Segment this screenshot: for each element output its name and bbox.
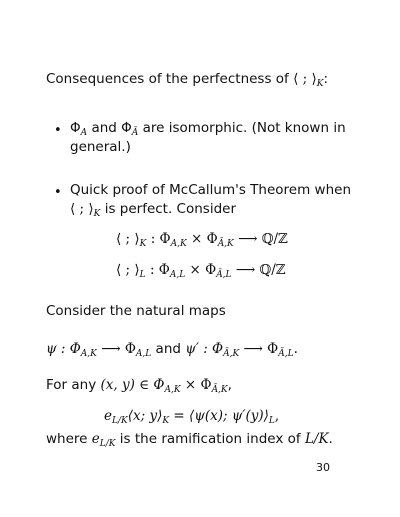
psi-prime-map: ψ′ : Φ	[185, 341, 224, 357]
eq1-pair: ⟨ ; ⟩	[116, 231, 140, 247]
heading-colon: :	[323, 71, 329, 87]
heading	[46, 70, 328, 89]
for-any-xy: (x, y) ∈ Φ	[100, 377, 165, 393]
psi-map: ψ : Φ	[46, 341, 81, 357]
maps-s4: Ā,L	[278, 349, 294, 359]
bullet-1	[70, 119, 370, 157]
bullet1-text: are isomorphic. (Not known in general.)	[70, 120, 346, 155]
bullet-dot-1: •	[54, 123, 62, 138]
bullet2-line1: Quick proof of McCallum's Theorem when	[70, 182, 351, 198]
equation-pairing-l	[116, 261, 286, 280]
eq3-end: ,	[274, 408, 280, 424]
eq1-rhs: : Φ	[150, 231, 171, 247]
phi-a: Φ	[70, 120, 81, 136]
natural-maps-text: Consider the natural maps	[46, 303, 226, 319]
maps-end: .	[293, 341, 298, 357]
where-e: e	[91, 431, 100, 447]
for-any-s1: A,K	[164, 385, 181, 395]
page-number: 30	[316, 461, 330, 474]
bullet2-sub: K	[93, 209, 101, 219]
maps-line	[46, 340, 298, 359]
phi-abar: Φ	[121, 120, 132, 136]
maps-to1: ⟶ Φ	[101, 341, 136, 357]
eq1-s1: A,K	[170, 239, 187, 249]
ramification-equation	[104, 407, 279, 426]
eq2-pair: ⟨ ; ⟩	[116, 262, 140, 278]
where-lk: L/K	[304, 431, 329, 447]
bullet1-and: and	[91, 120, 117, 136]
for-any-comma: ,	[227, 377, 232, 393]
eq3-lhs: ⟨x; y⟩	[127, 408, 163, 424]
where-line	[46, 430, 333, 449]
heading-sub: K	[316, 79, 324, 89]
eq3-s1: L/K	[112, 416, 128, 426]
equation-pairing-k	[116, 230, 288, 249]
where-s1: L/K	[99, 439, 116, 449]
for-any-times: × Φ	[184, 377, 212, 393]
heading-text: Consequences of the perfectness of	[46, 71, 289, 87]
eq2-s1: A,L	[169, 270, 186, 280]
maps-to2: ⟶ Φ	[243, 341, 279, 357]
for-any-line	[46, 376, 232, 395]
bullet2-line2: is perfect. Consider	[104, 201, 237, 217]
eq1-times: × Φ	[191, 231, 218, 247]
where-text2: is the ramification index of	[119, 431, 301, 447]
eq3-rhs: = ⟨ψ(x); ψ′(y)⟩	[173, 408, 269, 424]
for-any-text: For any	[46, 377, 97, 393]
maps-s3: Ā,K	[223, 349, 240, 359]
for-any-s2: Ā,K	[211, 385, 228, 395]
maps-and: and	[155, 341, 181, 357]
eq2-arrow: ⟶ ℚ/ℤ	[235, 262, 286, 278]
eq3-e: e	[104, 408, 112, 424]
maps-s1: A,K	[80, 349, 97, 359]
eq1-arrow: ⟶ ℚ/ℤ	[238, 231, 288, 247]
eq2-s2: Ā,L	[216, 270, 232, 280]
maps-s2: A,L	[135, 349, 152, 359]
bullet2-line2-wrap	[70, 200, 380, 219]
eq2-rhs: : Φ	[149, 262, 170, 278]
bullet2-pairing: ⟨ ; ⟩	[70, 201, 94, 217]
eq3-s3: L	[268, 416, 275, 426]
eq2-times: × Φ	[189, 262, 217, 278]
phi-abar-sub: Ā	[131, 128, 139, 138]
eq2-sub: L	[139, 270, 146, 280]
eq1-s2: Ā,K	[217, 239, 234, 249]
eq3-s2: K	[162, 416, 170, 426]
where-text1: where	[46, 431, 88, 447]
eq1-sub: K	[139, 239, 147, 249]
heading-pairing: ⟨ ; ⟩	[293, 71, 317, 87]
phi-a-sub: A	[80, 128, 88, 138]
where-end: .	[328, 431, 333, 447]
bullet-2	[70, 181, 380, 219]
bullet-dot-2: •	[54, 185, 62, 200]
